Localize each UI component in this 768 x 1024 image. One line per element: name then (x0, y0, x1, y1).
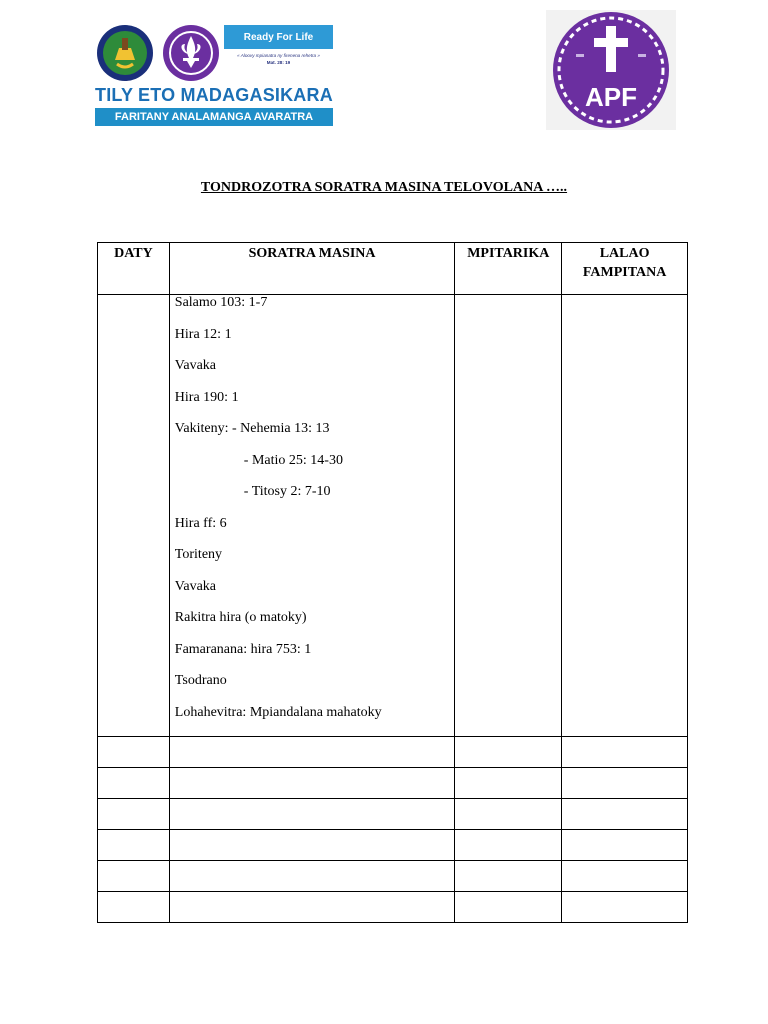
organization-name: TILY ETO MADAGASIKARA (95, 85, 333, 105)
list-item: Famaranana: hira 753: 1 (174, 641, 312, 657)
list-item: Vakiteny: - Nehemia 13: 13 (174, 421, 330, 436)
list-item: Rakitra hira (o matoky) (174, 610, 307, 625)
list-item: Hira 12: 1 (174, 326, 232, 342)
date-cell (98, 295, 170, 737)
table-row (98, 295, 688, 737)
table-cell (169, 799, 455, 830)
table-header-row (98, 243, 688, 295)
table-cell (169, 830, 455, 861)
table-cell (562, 892, 688, 923)
leader-cell (455, 295, 562, 737)
list-item: Vavaka (174, 358, 216, 373)
column-header-soratra-masina: SORATRA MASINA (169, 243, 455, 295)
document-title: TONDROZOTRA SORATRA MASINA TELOVOLANA ….. (200, 180, 568, 195)
table-cell (98, 892, 170, 923)
table-cell (562, 830, 688, 861)
list-item: Hira 190: 1 (174, 389, 239, 405)
table-cell (455, 737, 562, 768)
table-cell (98, 737, 170, 768)
table-row (98, 861, 688, 892)
list-item: Lohahevitra: Mpiandalana mahatoky (174, 704, 382, 720)
table-cell (562, 861, 688, 892)
scout-fleur-de-lis-icon (161, 24, 221, 82)
table-cell (169, 861, 455, 892)
list-item: Hira ff: 6 (174, 515, 227, 531)
list-item: Salamo 103: 1-7 (174, 295, 268, 310)
table-cell (455, 861, 562, 892)
table-row (98, 892, 688, 923)
list-item: - Titosy 2: 7-10 (243, 484, 331, 499)
table-cell (169, 768, 455, 799)
table-cell (562, 799, 688, 830)
list-item: Toriteny (174, 547, 223, 562)
organization-subtitle: FARITANY ANALAMANGA AVARATRA (95, 108, 333, 126)
apf-label: APF (585, 82, 637, 112)
table-row (98, 799, 688, 830)
table-cell (169, 737, 455, 768)
table-cell (455, 768, 562, 799)
apf-logo (546, 10, 676, 130)
table-cell (98, 861, 170, 892)
table-cell (562, 737, 688, 768)
table-cell (98, 768, 170, 799)
tily-logo-banner (90, 12, 335, 132)
motto-text: « Aloovy mpianatra ny firenena rehetra » (237, 53, 320, 58)
closing-game-cell (562, 295, 688, 737)
column-header-lalao-fampitana: LALAO FAMPITANA (562, 243, 688, 295)
motto-reference: Mat. 28: 19 (266, 60, 291, 65)
table-cell (455, 830, 562, 861)
scripture-cell (169, 295, 455, 737)
table-cell (98, 799, 170, 830)
table-cell (169, 892, 455, 923)
program-list (170, 295, 455, 736)
tily-emblem-icon (95, 24, 155, 82)
table-row (98, 830, 688, 861)
table-cell (455, 799, 562, 830)
table-row (98, 768, 688, 799)
table-cell (98, 830, 170, 861)
list-item: - Matio 25: 14-30 (243, 452, 343, 468)
table-cell (562, 768, 688, 799)
table-row (98, 737, 688, 768)
column-header-mpitarika: MPITARIKA (455, 243, 562, 295)
list-item: Vavaka (174, 578, 216, 594)
column-header-daty: DATY (98, 243, 170, 295)
scripture-schedule-table (97, 242, 688, 923)
ready-for-life-badge: Ready For Life (224, 25, 333, 49)
list-item: Tsodrano (174, 673, 227, 688)
table-cell (455, 892, 562, 923)
